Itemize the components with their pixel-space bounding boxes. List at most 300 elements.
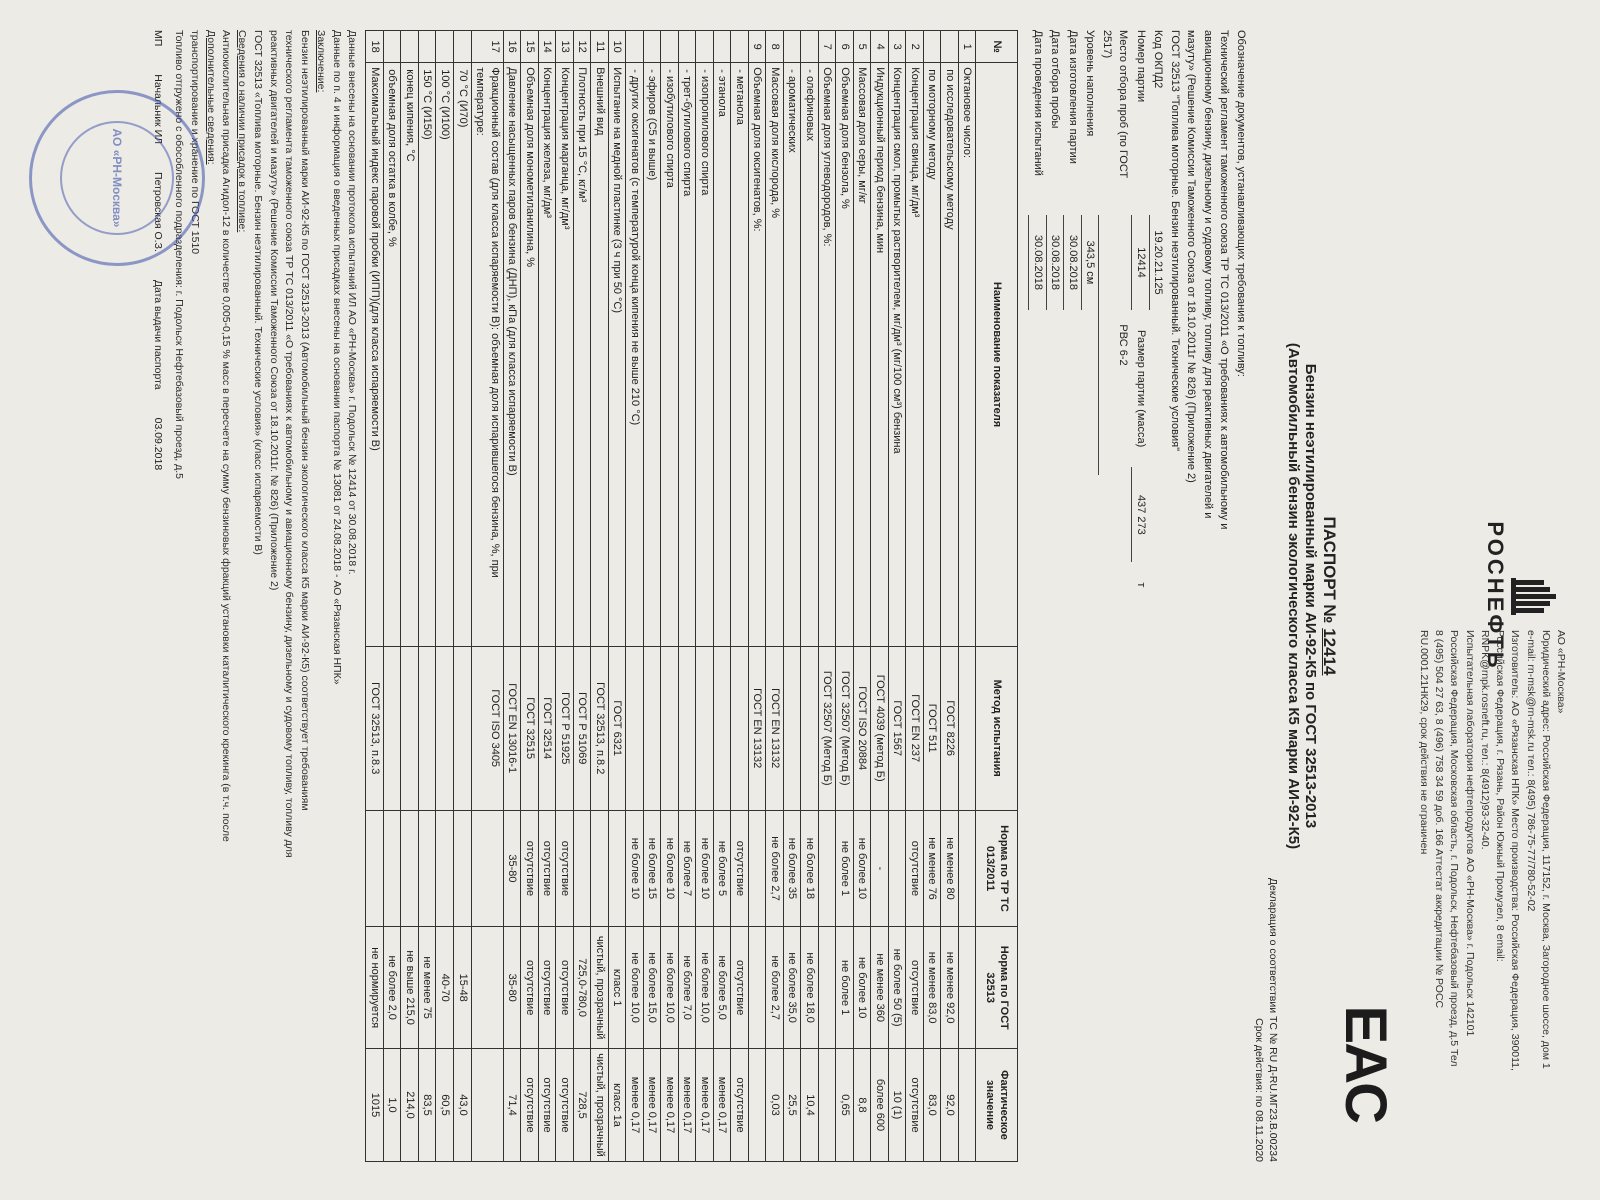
actual-value: менее 0,17	[626, 1048, 644, 1161]
issuer-line: 8 (495) 504 27 63, 8 (496) 758 34 59 доб. 166 Аттестат аккредитации № РОСС	[1433, 630, 1446, 1009]
actual-value: менее 0,17	[661, 1048, 679, 1161]
product-subtitle: (Автомобильный бензин экологического класса К5 марки АИ-92-К5)	[1285, 342, 1302, 850]
table-row	[436, 31, 454, 1162]
actual-value: 43,0	[454, 1048, 472, 1161]
test-method: ГОСТ 8226	[941, 646, 959, 810]
meta-block	[1029, 30, 1250, 1162]
norm-tr-ts: 35-80	[503, 810, 521, 927]
norm-tr-ts	[471, 810, 503, 927]
indicator-name: Испытание на медной пластинке (3 ч при 50 °С)	[608, 63, 626, 647]
norm-gost: не более 18,0	[801, 927, 819, 1049]
row-number: 8	[766, 31, 784, 63]
head-label: Начальник ИЛ	[152, 74, 165, 145]
actual-value: 92,0	[941, 1048, 959, 1161]
norm-gost	[748, 927, 766, 1049]
norm-gost: отсутствие	[521, 927, 539, 1049]
rosneft-emblem-icon	[1510, 576, 1556, 616]
actual-value: класс 1а	[608, 1048, 626, 1161]
actual-value: менее 0,17	[696, 1048, 714, 1161]
column-header: Норма по ТР ТС 013/2011	[976, 810, 1018, 927]
row-number	[401, 31, 419, 63]
table-row	[923, 31, 941, 1162]
indicator-name: по исследовательскому методу	[941, 63, 959, 647]
test-method: ГОСТ Р 51069	[573, 646, 591, 810]
indicator-name: Концентрация железа, мг/дм³	[538, 63, 556, 647]
row-number: 11	[591, 31, 609, 63]
row-number	[678, 31, 696, 63]
batch-row	[1132, 30, 1150, 1162]
test-method: ГОСТ ISO 3405	[471, 646, 503, 810]
test-method	[626, 646, 644, 810]
row-number: 3	[888, 31, 906, 63]
test-method	[661, 646, 679, 810]
row-number	[923, 31, 941, 63]
issuer-line: АО «РН-Москва»	[1555, 630, 1567, 714]
test-method: ГОСТ 4039 (метод Б)	[871, 646, 889, 810]
table-row	[853, 31, 871, 1162]
actual-value: менее 0,17	[643, 1048, 661, 1161]
batch-label: Номер партии	[1135, 30, 1147, 103]
indicator-name: - эфиров (С5 и выше)	[643, 63, 661, 647]
row-number	[626, 31, 644, 63]
additives-heading: Сведения о наличии присадок в топливе:	[236, 30, 249, 233]
table-row	[471, 31, 503, 1162]
norm-gost: 15-48	[454, 927, 472, 1049]
okpd-label: Код ОКПД2	[1152, 30, 1165, 89]
place-label: Место отбора проб (по ГОСТ 2517)	[1101, 30, 1130, 179]
indicator-name: - изобутилового спирта	[661, 63, 679, 647]
made-label: Дата изготовления партии	[1067, 30, 1079, 164]
batch-value: 12414	[1132, 215, 1150, 310]
test-method: ГОСТ 1567	[888, 646, 906, 810]
test-label: Дата проведения испытаний	[1032, 30, 1044, 176]
norm-gost: отсутствие	[731, 927, 749, 1049]
table-row	[748, 31, 766, 1162]
norm-tr-ts: не менее 76	[923, 810, 941, 927]
row-number	[713, 31, 731, 63]
note-line: транспортирование и хранение по ГОСТ 1510	[188, 30, 201, 255]
issuer-line: Юридический адрес: Российская Федерация, 117152, г. Москва, Загородное шоссе, дом 1	[1539, 630, 1552, 1069]
row-number	[696, 31, 714, 63]
test-method: ГОСТ 6321	[608, 646, 626, 810]
indicator-name: - ароматических	[783, 63, 801, 647]
note-line: Данные внесены на основании протокола испытаний ИЛ АО «РН-Москва» г. Подольск № 12414 от 30.08.2018 г.	[346, 30, 359, 575]
issuer-line: Испытательная лаборатория нефтепродуктов АО «РН-Москва» г. Подольск 142101	[1463, 630, 1476, 1037]
actual-value: 728,5	[573, 1048, 591, 1161]
table-row	[661, 31, 679, 1162]
indicator-name: - метанола	[731, 63, 749, 647]
table-row	[538, 31, 556, 1162]
test-row	[1029, 30, 1047, 1162]
test-method	[454, 646, 472, 810]
norm-tr-ts	[454, 810, 472, 927]
issue-date-label: Дата выдачи паспорта	[152, 279, 165, 390]
norm-tr-ts: не более 10	[696, 810, 714, 927]
norm-gost: 35-80	[503, 927, 521, 1049]
indicator-name: Объемная доля углеводородов, %:	[818, 63, 836, 647]
actual-value	[471, 1048, 503, 1161]
actual-value: отсутствие	[906, 1048, 924, 1161]
row-number: 17	[471, 31, 503, 63]
norm-tr-ts: отсутствие	[538, 810, 556, 927]
test-method: ГОСТ 32513, п.8.3	[366, 646, 384, 810]
norm-gost: не нормируется	[366, 927, 384, 1049]
norm-tr-ts	[418, 810, 436, 927]
indicator-name: - этанола	[713, 63, 731, 647]
norm-gost: не более 10	[853, 927, 871, 1049]
table-row	[713, 31, 731, 1162]
header-area	[1329, 30, 1574, 1162]
actual-value: менее 0,17	[678, 1048, 696, 1161]
table-row	[783, 31, 801, 1162]
note-line: Топливо отгружено с обособленного подразделения: г. Подольск Нефтебазовый проезд, д.5	[173, 30, 186, 480]
norm-gost: не менее 83,0	[923, 927, 941, 1049]
norm-tr-ts: не более 35	[783, 810, 801, 927]
norm-tr-ts: не более 1	[836, 810, 854, 927]
passport-title-label: ПАСПОРТ №	[1320, 516, 1339, 624]
row-number	[661, 31, 679, 63]
indicator-name: Концентрация марганца, мг/дм³	[556, 63, 574, 647]
norm-gost: не более 35,0	[783, 927, 801, 1049]
norm-tr-ts: не более 18	[801, 810, 819, 927]
okpd-row	[1149, 30, 1167, 1162]
indicator-name: - олефиновых	[801, 63, 819, 647]
made-row	[1064, 30, 1082, 1162]
actual-value: 8,8	[853, 1048, 871, 1161]
row-number	[436, 31, 454, 63]
indicator-name: Массовая доля серы, мг/кг	[853, 63, 871, 647]
issuer-line: e-mail: rn-msk@rn-msk.ru тел.: 8(495) 786-75-77/780-52-02	[1524, 630, 1537, 912]
place-value: РВС 6-2	[1099, 215, 1132, 475]
test-method: ГОСТ EN 237	[906, 646, 924, 810]
indicator-name: Плотность при 15 °С, кг/м³	[573, 63, 591, 647]
issue-date: 03.09.2018	[152, 417, 165, 471]
norm-tr-ts	[608, 810, 626, 927]
actual-value: отсутствие	[538, 1048, 556, 1161]
issuer-line: Российская Федерация, Московская область, г. Подольск, Нефтебазовый проезд, д.5 Тел	[1448, 630, 1461, 1067]
actual-value: чистый, прозрачный	[591, 1048, 609, 1161]
actual-value: 1015	[366, 1048, 384, 1161]
norm-gost: не выше 215,0	[401, 927, 419, 1049]
table-row	[766, 31, 784, 1162]
column-header: Фактическое значение	[976, 1048, 1018, 1161]
actual-value: отсутствие	[556, 1048, 574, 1161]
indicator-name: Максимальный индекс паровой пробки (ИПП)(для класса испаряемости В)	[366, 63, 384, 647]
table-row	[818, 31, 836, 1162]
table-row	[454, 31, 472, 1162]
indicator-name: - других оксигенатов (с температурой конца кипения не выше 210 °С)	[626, 63, 644, 647]
norm-gost: не более 2,7	[766, 927, 784, 1049]
meta-line: авиационному бензину, дизельному и судовому топливу, топливу для реактивных двигателей и	[1202, 30, 1214, 519]
row-number	[941, 31, 959, 63]
norm-tr-ts	[958, 810, 976, 927]
column-header: Наименование показателя	[976, 63, 1018, 647]
actual-value: 25,5	[783, 1048, 801, 1161]
test-method: ГОСТ 32513, п.8.2	[591, 646, 609, 810]
indicator-name: Концентрация свинца, мг/дм³	[906, 63, 924, 647]
note-line: ГОСТ 32513 «Топлива моторные. Бензин неэтилированный. Технические условия» (класс испаряемости В)	[251, 30, 264, 555]
actual-value: 71,4	[503, 1048, 521, 1161]
test-method	[643, 646, 661, 810]
test-method	[958, 646, 976, 810]
norm-tr-ts: -	[871, 810, 889, 927]
indicator-name: объемная доля остатка в колбе, %	[383, 63, 401, 647]
note-line: реактивных двигателей и мазуту» (Решение Комиссии Таможенного Союза от 18.10.2011г. № 826) (Приложение 2)	[267, 30, 280, 591]
indicator-name: - трет-бутилового спирта	[678, 63, 696, 647]
table-row	[696, 31, 714, 1162]
test-method	[713, 646, 731, 810]
table-row	[608, 31, 626, 1162]
issuer-block	[1416, 630, 1568, 1200]
row-number: 12	[573, 31, 591, 63]
signer-name: Петровская О.З.	[152, 172, 165, 252]
validity-text: Срок действия: по 08.11.2020	[1253, 1018, 1265, 1162]
table-header-row	[976, 31, 1018, 1162]
indicator-name: Объемная доля монометиланилина, %	[521, 63, 539, 647]
table-row	[626, 31, 644, 1162]
table-row	[888, 31, 906, 1162]
note-line: технического регламента таможенного союза ТР ТС 013/2011 «О требованиях к автомобильному и авиационному бензину, дизельному и судовому топливу, топливу для	[283, 30, 296, 858]
actual-value	[818, 1048, 836, 1161]
test-method: ГОСТ Р 51925	[556, 646, 574, 810]
test-method: ГОСТ EN 13016-1	[503, 646, 521, 810]
actual-value: 0,03	[766, 1048, 784, 1161]
table-row	[731, 31, 749, 1162]
level-label: Уровень наполнения	[1084, 30, 1097, 137]
batch-size-unit: т	[1135, 582, 1147, 588]
made-value: 30.08.2018	[1064, 215, 1082, 310]
meta-line: мазуту» (Решение Комиссии Таможенного Союза от 18.10.2011г № 826) (Приложение 2)	[1185, 30, 1198, 483]
actual-value: менее 0,17	[713, 1048, 731, 1161]
level-value: 343,5 см	[1081, 215, 1099, 310]
declaration-text: Декларация о соответствии ТС № RU Д-RU.МГ23.В.00234	[1267, 877, 1279, 1162]
indicator-name: Массовая доля кислорода, %	[766, 63, 784, 647]
test-method	[678, 646, 696, 810]
meta-line: ГОСТ 32513 "Топлива моторные. Бензин неэтилированный. Технические условия"	[1169, 30, 1181, 451]
note-line: Антиокислительная присадка Агидол-12 в количестве 0,005-0,15 % масс в пересчете на сумму бензиновых фракций установки каталитического крекинга (в т.ч. после	[220, 30, 233, 842]
norm-gost: не более 2,0	[383, 927, 401, 1049]
norm-tr-ts: не более 5	[713, 810, 731, 927]
issuer-line: RU.0001.21НК29, срок действия не ограничен	[1418, 630, 1431, 855]
table-row	[401, 31, 419, 1162]
table-row	[591, 31, 609, 1162]
actual-value: отсутствие	[731, 1048, 749, 1161]
norm-gost: не более 50 (5)	[888, 927, 906, 1049]
norm-gost: чистый, прозрачный	[591, 927, 609, 1049]
actual-value	[958, 1048, 976, 1161]
logo-text: РОСНЕФТЬ	[1483, 521, 1508, 671]
meta-line: Обозначение документов, устанавливающих требования к топливу:	[1235, 30, 1247, 377]
row-number: 7	[818, 31, 836, 63]
actual-value: отсутствие	[521, 1048, 539, 1161]
batch-size-label: Размер партии (масса)	[1135, 330, 1147, 448]
test-method	[383, 646, 401, 810]
norm-tr-ts: отсутствие	[521, 810, 539, 927]
norm-tr-ts: отсутствие	[731, 810, 749, 927]
norm-tr-ts	[818, 810, 836, 927]
batch-size-value: 437 273	[1132, 467, 1150, 562]
norm-gost: отсутствие	[556, 927, 574, 1049]
actual-value: более 600	[871, 1048, 889, 1161]
passport-number: 12414	[1320, 628, 1339, 676]
norm-tr-ts	[366, 810, 384, 927]
mp-label: МП	[152, 30, 165, 47]
actual-value: 10,4	[801, 1048, 819, 1161]
test-method: ГОСТ EN 13132	[748, 646, 766, 810]
row-number	[731, 31, 749, 63]
table-row	[941, 31, 959, 1162]
indicator-name: Давление насыщенных паров бензина (ДНП), кПа (для класса испаряемости В)	[503, 63, 521, 647]
actual-value: 60,5	[436, 1048, 454, 1161]
norm-gost	[818, 927, 836, 1049]
table-row	[418, 31, 436, 1162]
indicator-name: по моторному методу	[923, 63, 941, 647]
table-row	[678, 31, 696, 1162]
issuer-line: Российская Федерация, г. Рязань, Район Южный Промузел, 8 email:	[1494, 630, 1507, 962]
indicator-name: 70 °С (И70)	[454, 63, 472, 647]
column-header: №	[976, 31, 1018, 63]
sample-value: 30.08.2018	[1046, 215, 1064, 310]
table-row	[801, 31, 819, 1162]
norm-gost: 40-70	[436, 927, 454, 1049]
test-method: ГОСТ 32507 (Метод Б)	[836, 646, 854, 810]
norm-tr-ts: отсутствие	[556, 810, 574, 927]
indicator-name: Объемная доля бензола, %	[836, 63, 854, 647]
indicator-name: Октановое число:	[958, 63, 976, 647]
norm-tr-ts	[591, 810, 609, 927]
row-number	[383, 31, 401, 63]
row-number: 9	[748, 31, 766, 63]
test-method: ГОСТ EN 13132	[766, 646, 784, 810]
place-row	[1099, 30, 1132, 1162]
row-number	[454, 31, 472, 63]
row-number: 10	[608, 31, 626, 63]
norm-gost: не менее 75	[418, 927, 436, 1049]
row-number: 2	[906, 31, 924, 63]
meta-line: Технический регламент таможенного союза ТР ТС 013/2011 «О требованиях к автомобильному и	[1218, 30, 1231, 530]
note-line: Бензин неэтилированный марки АИ-92-К5 по ГОСТ 32513-2013 (Автомобильный бензин экологического класса К5 марки АИ-92-К5) соответствует требованиям	[299, 30, 312, 811]
eac-mark: EAC	[1333, 1005, 1398, 1122]
norm-tr-ts: не более 2,7	[766, 810, 784, 927]
table-row	[958, 31, 976, 1162]
norm-tr-ts	[436, 810, 454, 927]
row-number: 1	[958, 31, 976, 63]
norm-tr-ts	[748, 810, 766, 927]
norm-tr-ts: не более 10	[853, 810, 871, 927]
indicator-name: Фракционный состав (для класса испаряемости В): объемная доля испарившегося бензина, %, при температуре:	[471, 63, 503, 647]
row-number	[783, 31, 801, 63]
test-method: ГОСТ ISO 20884	[853, 646, 871, 810]
level-row	[1081, 30, 1099, 1162]
okpd-value: 19.20.21.125	[1149, 215, 1167, 310]
norm-tr-ts	[401, 810, 419, 927]
norm-gost	[471, 927, 503, 1049]
table-row	[573, 31, 591, 1162]
table-row	[521, 31, 539, 1162]
note-line: Данные по п. 4 и информация о введенных присадках внесены на основании паспорта № 13081 от 24.08.2018 - АО «Рязанская НПК»	[330, 30, 343, 685]
norm-gost: не менее 360	[871, 927, 889, 1049]
row-number: 18	[366, 31, 384, 63]
row-number	[801, 31, 819, 63]
norm-gost: класс 1	[608, 927, 626, 1049]
norm-gost: не более 10,0	[626, 927, 644, 1049]
test-method: ГОСТ 32507 (Метод Б)	[818, 646, 836, 810]
test-method	[436, 646, 454, 810]
test-method	[401, 646, 419, 810]
norm-tr-ts	[888, 810, 906, 927]
row-number: 4	[871, 31, 889, 63]
norm-tr-ts: не более 7	[678, 810, 696, 927]
norm-tr-ts	[383, 810, 401, 927]
table-row	[836, 31, 854, 1162]
table-row	[871, 31, 889, 1162]
test-method: ГОСТ 511	[923, 646, 941, 810]
table-row	[366, 31, 384, 1162]
stamp-inner: АО «РН-Москва»	[60, 121, 174, 235]
table-body	[366, 31, 976, 1162]
norm-gost: не более 15,0	[643, 927, 661, 1049]
indicators-table	[365, 30, 1018, 1162]
row-number	[418, 31, 436, 63]
sample-label: Дата отбора пробы	[1049, 30, 1062, 129]
company-stamp	[29, 90, 205, 266]
norm-tr-ts: не более 10	[626, 810, 644, 927]
actual-value: 83,0	[923, 1048, 941, 1161]
norm-tr-ts: не более 10	[661, 810, 679, 927]
actual-value	[748, 1048, 766, 1161]
indicator-name: конец кипения, °С	[401, 63, 419, 647]
table-row	[906, 31, 924, 1162]
actual-value: 0,65	[836, 1048, 854, 1161]
table-row	[556, 31, 574, 1162]
test-method	[801, 646, 819, 810]
actual-value: 83,5	[418, 1048, 436, 1161]
actual-value: 214,0	[401, 1048, 419, 1161]
norm-tr-ts: отсутствие	[906, 810, 924, 927]
norm-gost: отсутствие	[906, 927, 924, 1049]
issuer-line: RNPK@rnpk.rosneft.ru, тел.: 8(4912)93-32-40.	[1478, 630, 1491, 850]
actual-value: 1,0	[383, 1048, 401, 1161]
column-header: Норма по ГОСТ 32513	[976, 927, 1018, 1049]
column-header: Метод испытания	[976, 646, 1018, 810]
indicator-name: Индукционный период бензина, мин	[871, 63, 889, 647]
norm-gost: 725,0-780,0	[573, 927, 591, 1049]
norm-tr-ts: не менее 80	[941, 810, 959, 927]
sample-row	[1046, 30, 1064, 1162]
norm-gost: не более 1	[836, 927, 854, 1049]
norm-gost: отсутствие	[538, 927, 556, 1049]
norm-gost: не более 10,0	[696, 927, 714, 1049]
test-method	[731, 646, 749, 810]
test-method	[696, 646, 714, 810]
indicator-name: Объемная доля оксигенатов, %:	[748, 63, 766, 647]
table-row	[383, 31, 401, 1162]
indicator-name: 150 °С (И150)	[418, 63, 436, 647]
norm-gost: не более 7,0	[678, 927, 696, 1049]
row-number: 6	[836, 31, 854, 63]
norm-gost: не более 5,0	[713, 927, 731, 1049]
test-value: 30.08.2018	[1029, 215, 1047, 310]
issuer-line: Изготовитель: АО «Рязанская НПК» Место производства: Российская Федерация, 390011,	[1509, 630, 1522, 1071]
norm-gost: не менее 92,0	[941, 927, 959, 1049]
table-row	[643, 31, 661, 1162]
row-number: 16	[503, 31, 521, 63]
indicator-name: Концентрация смол, промытых растворителем, мг/дм³ (мг/100 см³) бензина	[888, 63, 906, 647]
norm-gost: не более 10,0	[661, 927, 679, 1049]
indicator-name: - изопропилового спирта	[696, 63, 714, 647]
row-number	[643, 31, 661, 63]
row-number: 14	[538, 31, 556, 63]
